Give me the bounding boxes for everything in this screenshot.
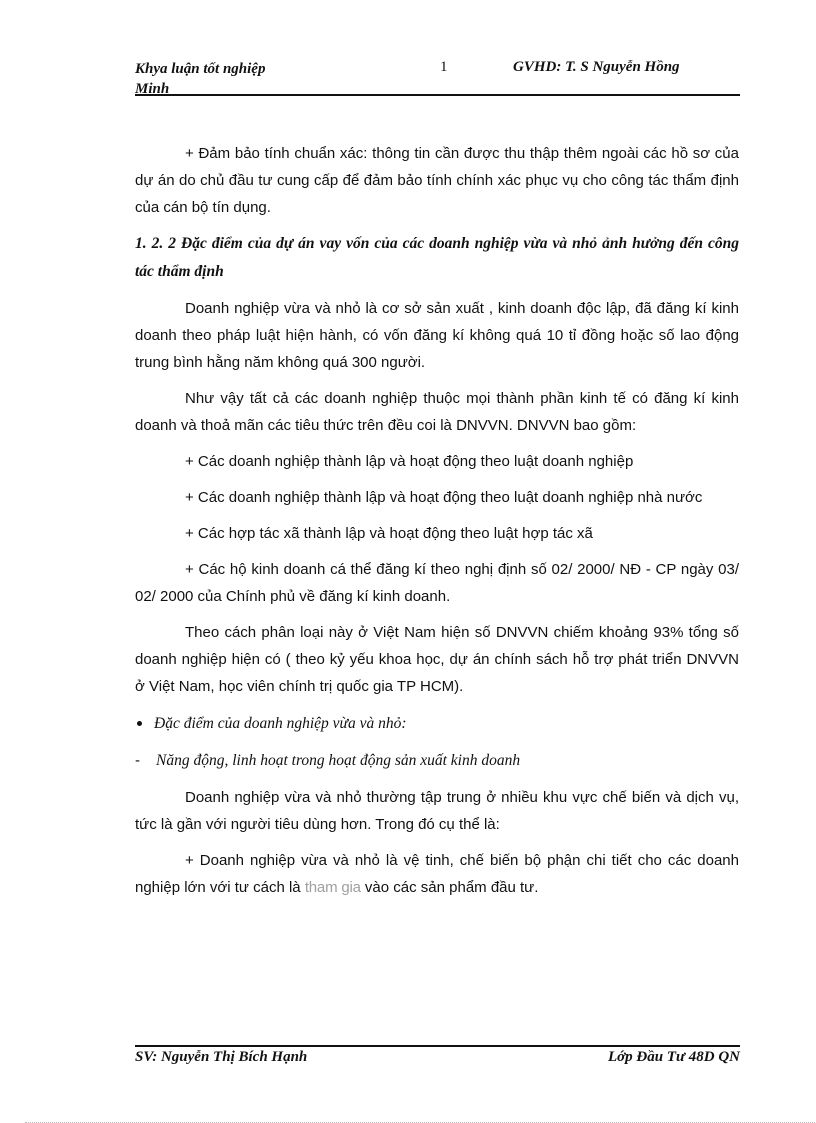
student-name: SV: Nguyễn Thị Bích Hạnh (135, 1049, 308, 1065)
advisor-name: GVHD: T. S Nguyễn Hồng (513, 59, 680, 75)
bullet-item (135, 710, 739, 737)
footer-rule (135, 1045, 740, 1047)
paragraph-accuracy: + Đảm bảo tính chuẩn xác: thông tin cần được thu thập thêm ngoài các hồ sơ của dự án do chủ đầu tư cung cấp để đảm bảo tính chính xác phục vụ cho công tác thẩm định của cán bộ tín dụng. (135, 145, 739, 216)
list-item-households: + Các hộ kinh doanh cá thể đăng kí theo nghị định số 02/ 2000/ NĐ - CP ngày 03/ 02/ 2000 của Chính phủ về đăng kí kinh doanh. (135, 561, 739, 605)
section-heading: 1. 2. 2 Đặc điểm của dự án vay vốn của các doanh nghiệp vừa và nhỏ ảnh hưởng đến công tác thẩm định (135, 235, 739, 280)
bullet-icon (137, 721, 142, 726)
dash-marker: - (135, 752, 140, 769)
page-header (135, 57, 740, 95)
paragraph-scope: Như vậy tất cả các doanh nghiệp thuộc mọi thành phần kinh tế có đăng kí kinh doanh và thoả mãn các tiêu thức trên đều coi là DNVVN. DNVVN bao gồm: (135, 390, 739, 434)
list-item-state-enterprise-law: + Các doanh nghiệp thành lập và hoạt động theo luật doanh nghiệp nhà nước (185, 489, 703, 506)
paragraph-satellite: + Doanh nghiệp vừa và nhỏ là vệ tinh, chế biến bộ phận chi tiết cho các doanh nghiệp lớn với tư cách là tham gia vào các sản phẩm đầu tư. (135, 852, 739, 896)
paragraph-sectors: Doanh nghiệp vừa và nhỏ thường tập trung ở nhiều khu vực chế biến và dịch vụ, tức là gần với người tiêu dùng hơn. Trong đó cụ thể là: (135, 789, 739, 833)
header-rule (135, 94, 740, 96)
list-item-enterprise-law: + Các doanh nghiệp thành lập và hoạt động theo luật doanh nghiệp (185, 453, 634, 470)
page-number: 1 (440, 59, 448, 75)
dash-text: Năng động, linh hoạt trong hoạt động sản xuất kinh doanh (156, 752, 521, 769)
document-body (135, 140, 739, 901)
dash-item (135, 747, 739, 774)
class-name: Lớp Đầu Tư 48D QN (607, 1049, 740, 1065)
list-item-cooperatives: + Các hợp tác xã thành lập và hoạt động theo luật hợp tác xã (185, 525, 593, 542)
faded-text: tham gia (304, 879, 361, 896)
thesis-title: Khya luận tốt nghiệp Minh (135, 61, 266, 97)
paragraph-definition: Doanh nghiệp vừa và nhỏ là cơ sở sản xuất , kinh doanh độc lập, đã đăng kí kinh doanh theo pháp luật hiện hành, có vốn đăng kí không quá 10 tỉ đồng hoặc số lao động trung bình hằng năm không quá 300 người. (135, 300, 739, 371)
paragraph-statistics: Theo cách phân loại này ở Việt Nam hiện số DNVVN chiếm khoảng 93% tổng số doanh nghiệp hiện có ( theo kỷ yếu khoa học, dự án chính sách hỗ trợ phát triển DNVVN ở Việt Nam, học viên chính trị quốc gia TP HCM). (135, 624, 739, 695)
bullet-text: Đặc điểm của doanh nghiệp vừa và nhỏ: (154, 715, 407, 732)
